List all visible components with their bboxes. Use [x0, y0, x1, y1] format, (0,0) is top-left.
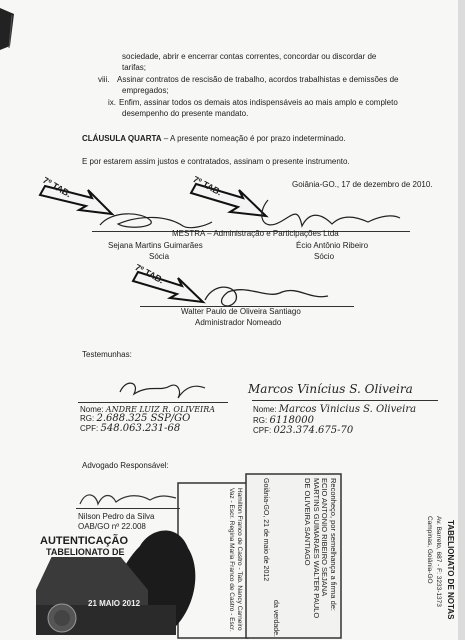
tab-stamp-2: 7º TAB.	[191, 174, 224, 198]
lawyer-name: Nilson Pedro da Silva	[78, 512, 155, 521]
witness1-nome: Nome: ANDRE LUIZ R. OLIVEIRA	[80, 405, 215, 414]
clause-ix-number: ix.	[108, 98, 116, 107]
witness2-signature: Marcos Vinícius S. Oliveira	[248, 382, 413, 396]
autentica-title: AUTENTICAÇÃO	[40, 535, 128, 547]
witnesses-heading: Testemunhas:	[82, 350, 132, 359]
signature-lawyer	[80, 495, 176, 504]
witness-line-2	[252, 400, 438, 401]
partner1-name: Sejana Martins Guimarães	[108, 241, 203, 250]
company-name: MESTRA – Administração e Participações Ltda	[172, 229, 339, 238]
tab-stamp-3: 7º TAB.	[133, 262, 166, 286]
lawyer-oab: OAB/GO nº 22.008	[78, 522, 146, 531]
witness1-nome-value: ANDRE LUIZ R. OLIVEIRA	[105, 405, 215, 414]
clause-vii-line-1: sociedade, abrir e encerrar contas correntes, concordar ou discordar de	[122, 52, 377, 61]
signature-walter	[205, 287, 328, 306]
witness2-nome-value: Marcos Vinicius S. Oliveira	[278, 404, 417, 415]
admin-name: Walter Paulo de Oliveira Santiago	[181, 307, 301, 316]
clause-vii-line-2: tarifas;	[122, 63, 147, 72]
lawyer-heading: Advogado Responsável:	[82, 461, 169, 470]
notary-verdade: da verdade.	[272, 600, 279, 637]
witness1-cpf-value: 548.063.231-68	[100, 423, 181, 434]
clausula-heading: CLÁUSULA QUARTA	[82, 134, 162, 143]
witness2-nome: Nome: Marcos Vinicius S. Oliveira	[253, 404, 417, 415]
notary-title: TABELIONATO DE NOTAS	[446, 520, 455, 620]
place-date: Goiânia-GO., 17 de dezembro de 2010.	[292, 180, 433, 189]
witness1-rg: RG: 2.688.325 SSP/GO	[80, 413, 191, 424]
witness2-cpf: CPF: 023.374.675-70	[253, 425, 354, 436]
clause-viii-line-1: Assinar contratos de rescisão de trabalho, acordos trabalhistas e demissões de	[117, 75, 399, 84]
arrow-icon	[40, 186, 112, 214]
partner2-name: Écio Antônio Ribeiro	[296, 241, 369, 250]
signature-sejana	[100, 214, 212, 228]
notary-address-2: Campinas, Goiânia-GO	[426, 516, 433, 584]
witness2-cpf-value: 023.374.675-70	[273, 425, 354, 436]
tab-stamp-1: 7º TAB.	[41, 175, 73, 200]
clause-viii-number: viii.	[98, 75, 110, 84]
witness2-rg-value: 6118000	[269, 415, 315, 426]
notary-recognition: Reconheço, por semelhança a firma de: ECIO ANTONIO RIBEIRO SEJANA MARTINS GUIMARAES WALTER PAULO DE OLIVEIRA SANTIAGO	[303, 478, 338, 619]
witness1-rg-value: 2.688.325 SSP/GO	[96, 413, 191, 424]
partner2-role: Sócio	[314, 252, 335, 261]
closing-statement: E por estarem assim justos e contratados, assinam o presente instrumento.	[82, 157, 350, 166]
witness-line-1	[78, 402, 228, 403]
notary-date-stamp: Goiânia-GO, 21 de maio de 2012	[262, 478, 269, 582]
witness2-rg: RG: 6118000	[253, 415, 315, 426]
clause-ix-line-1: Enfim, assinar todos os demais atos indispensáveis ao mais amplo e completo	[119, 98, 398, 107]
partner1-role: Sócia	[149, 252, 170, 261]
clausula-text: – A presente nomeação é por prazo indeterminado.	[161, 134, 346, 143]
lawyer-signature-line	[76, 508, 180, 509]
notary-address-1: Av. Barreto, 687 - F: 3233-1373	[435, 516, 442, 607]
signature-witness-1	[120, 383, 205, 398]
clause-ix-line-2: desempenho do presente mandato.	[122, 109, 249, 118]
signature-ecio	[262, 200, 400, 226]
clausula-quarta	[82, 134, 346, 144]
notary-names: Hamilton Franco de Castro - Tab. Nancy Carneiro Vaz - Escr. Regina Maria Franco de Castro - Escr.	[228, 488, 243, 632]
admin-role: Administrador Nomeado	[195, 318, 282, 327]
autentica-date: 21 MAIO 2012	[88, 599, 141, 608]
clause-viii-line-2: empregados;	[122, 86, 169, 95]
witness1-cpf: CPF: 548.063.231-68	[80, 423, 181, 434]
autentica-sub: TABELIONATO DE	[46, 547, 125, 557]
